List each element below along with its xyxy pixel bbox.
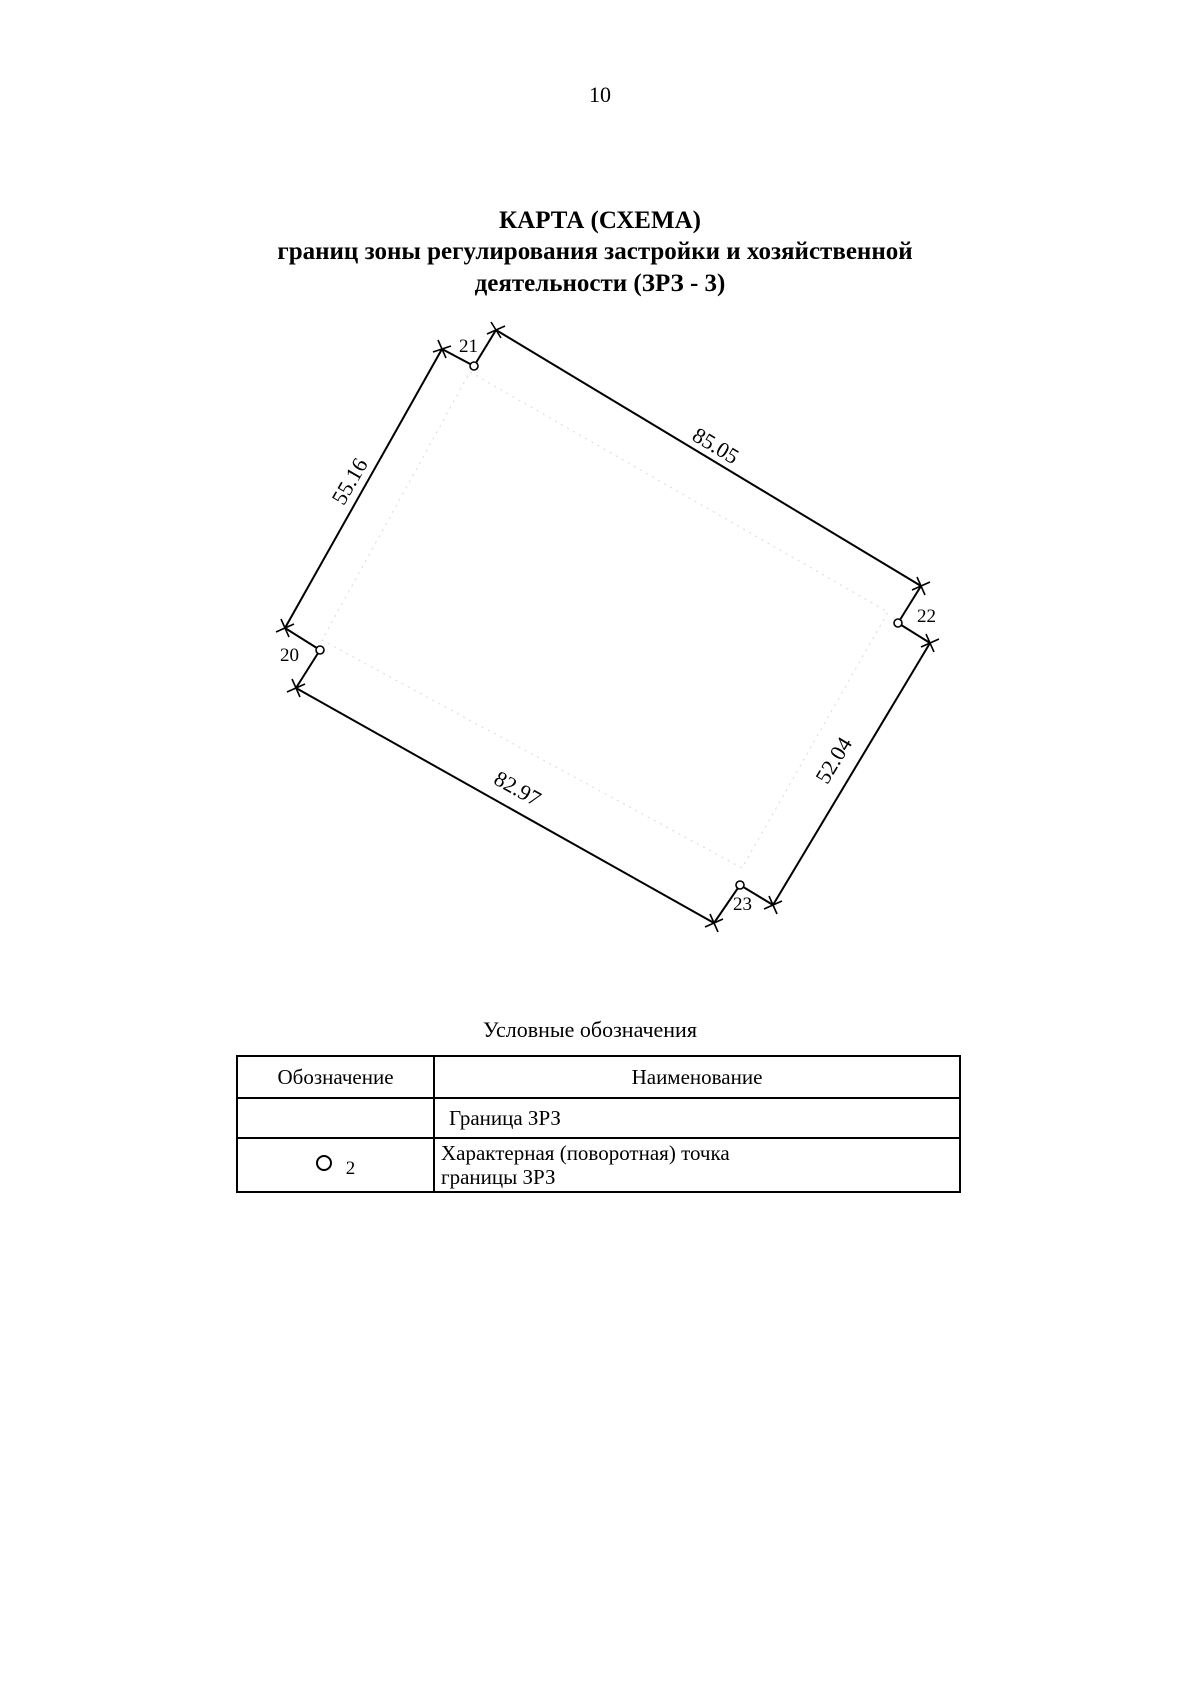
legend-name-line-1: Характерная (поворотная) точка xyxy=(441,1141,730,1165)
tick-mark xyxy=(705,914,723,932)
title-line-3: деятельности (ЗРЗ - 3) xyxy=(474,270,726,297)
legend-header-name: Наименование xyxy=(434,1056,960,1098)
point-label-21: 21 xyxy=(459,336,478,357)
point-22-circle xyxy=(894,619,902,627)
page-number: 10 xyxy=(589,82,611,107)
segment-23-20 xyxy=(296,688,714,923)
length-label-23-20: 82.97 xyxy=(489,765,546,812)
point-label-20: 20 xyxy=(280,645,299,666)
circle-point-icon xyxy=(316,1155,332,1171)
tick-mark xyxy=(764,896,782,914)
tick-marks xyxy=(276,322,939,932)
legend-name-boundary xyxy=(434,1098,960,1138)
legend-name-text: Граница ЗРЗ xyxy=(449,1105,561,1130)
title-line-1: КАРТА (СХЕМА) xyxy=(499,207,701,234)
title-line-2: границ зоны регулирования застройки и хозяйственной xyxy=(277,238,913,265)
segment-22-23 xyxy=(773,643,930,905)
legend-row xyxy=(237,1098,960,1138)
legend-row xyxy=(237,1138,960,1192)
legend-name-line-2: границы ЗРЗ xyxy=(441,1165,556,1189)
legend-header-symbol: Обозначение xyxy=(237,1056,434,1098)
point-21-circle xyxy=(470,362,478,370)
tick-mark xyxy=(912,577,930,595)
point-label-23: 23 xyxy=(733,894,752,915)
point-23-circle xyxy=(736,881,744,889)
tick-mark xyxy=(487,322,505,338)
legend-table xyxy=(236,1055,961,1193)
legend-title: Условные обозначения xyxy=(483,1017,697,1042)
segment-20-21 xyxy=(285,349,442,628)
point-20-circle xyxy=(316,646,324,654)
legend-symbol-point xyxy=(237,1138,434,1192)
legend-header-row xyxy=(237,1056,960,1098)
legend-symbol-number: 2 xyxy=(345,1158,356,1179)
tick-mark xyxy=(921,634,939,652)
tick-mark xyxy=(276,619,294,637)
length-label-21-22: 85.05 xyxy=(688,422,744,470)
segment-21-22 xyxy=(496,330,921,586)
inner-ghost-outline xyxy=(322,372,888,868)
tick-mark xyxy=(287,679,305,697)
length-label-22-23: 52.04 xyxy=(810,732,858,788)
legend-name-point xyxy=(434,1138,960,1192)
legend-symbol-boundary xyxy=(237,1098,434,1138)
point-label-22: 22 xyxy=(917,606,936,627)
length-label-20-21: 55.16 xyxy=(326,453,373,509)
tick-mark xyxy=(433,340,451,358)
